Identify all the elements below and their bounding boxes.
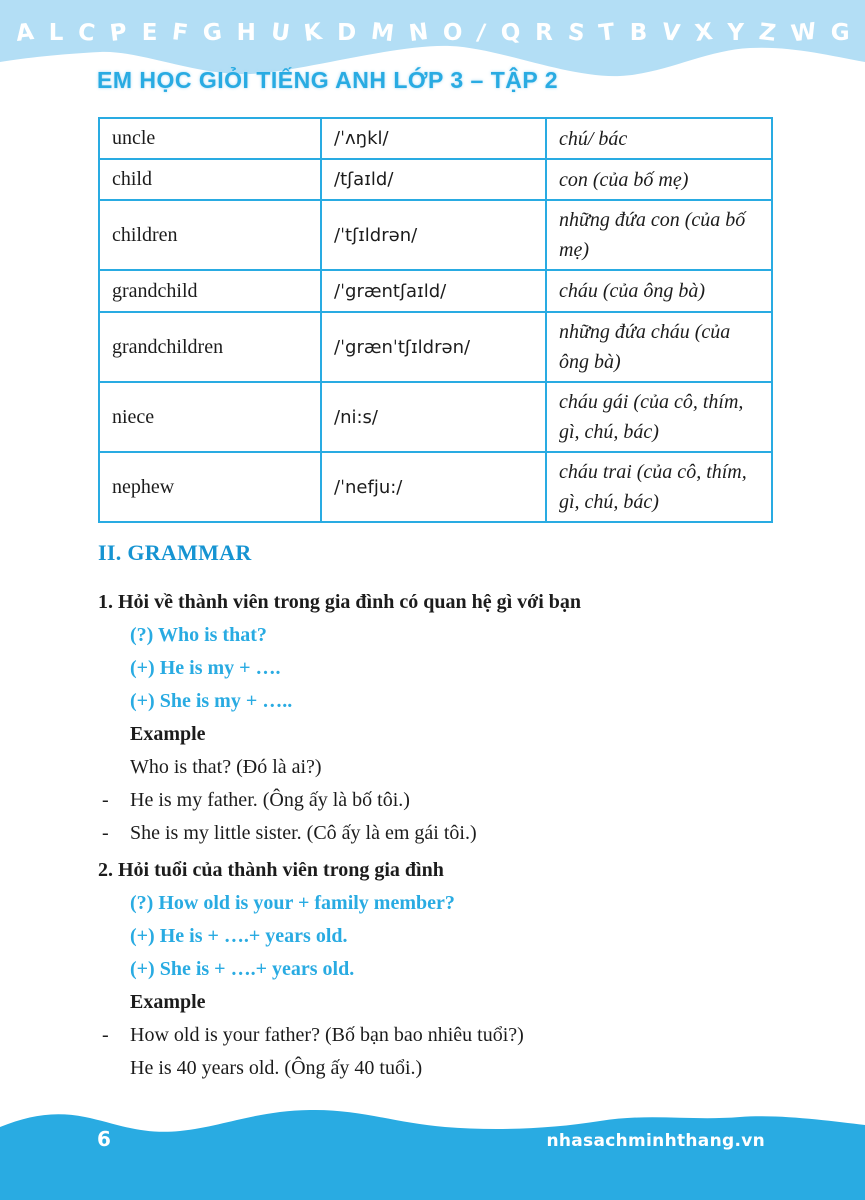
grammar-rule-1-title: 1. Hỏi về thành viên trong gia đình có quan hệ gì với bạn (98, 591, 582, 613)
website-url: nhasachminhthang.vn (546, 1131, 765, 1151)
grammar-heading: II. GRAMMAR (98, 540, 252, 565)
alphabet-letter: Q (499, 18, 522, 48)
grammar-rule-1-example-question: Who is that? (Đó là ai?) (130, 756, 322, 778)
alphabet-letter: W (789, 18, 818, 48)
meaning-cell: những đứa cháu (của ông bà) (546, 312, 772, 382)
alphabet-letter: M (369, 18, 396, 48)
ipa-cell: /ˈgrænˈtʃɪldrən/ (321, 312, 546, 382)
table-row (99, 312, 772, 382)
word-cell: nephew (99, 452, 321, 522)
dash-bullet: - (102, 789, 109, 811)
word-cell: uncle (99, 118, 321, 159)
word-cell: niece (99, 382, 321, 452)
ipa-cell: /ˈʌŋkl/ (321, 118, 546, 159)
table-row (99, 382, 772, 452)
alphabet-letter: L (48, 20, 64, 46)
alphabet-letter: R (535, 20, 553, 46)
alphabet-letter: H (236, 20, 256, 46)
alphabet-letter: K (302, 19, 324, 47)
alphabet-letter: V (660, 19, 682, 47)
grammar-rule-1-example-label: Example (130, 723, 206, 745)
example-text: He is my father. (Ông ấy là bố tôi.) (130, 789, 410, 811)
alphabet-letter: C (76, 19, 97, 47)
dash-bullet: - (102, 1024, 109, 1046)
word-cell: grandchildren (99, 312, 321, 382)
meaning-cell: cháu (của ông bà) (546, 270, 772, 312)
grammar-rule-2-title: 2. Hỏi tuổi của thành viên trong gia đình (98, 859, 444, 881)
alphabet-letter: U (269, 18, 291, 48)
alphabet-letter: G (201, 18, 224, 48)
word-cell: child (99, 159, 321, 200)
vocab-table-body (99, 118, 772, 522)
page-number: 6 (97, 1127, 111, 1151)
dash-bullet: - (102, 822, 109, 844)
meaning-cell: cháu gái (của cô, thím, gì, chú, bác) (546, 382, 772, 452)
ipa-cell: /ˈtʃɪldrən/ (321, 200, 546, 270)
book-title: EM HỌC GIỎI TIẾNG ANH LỚP 3 – TẬP 2 (97, 67, 558, 93)
alphabet-letter: G (830, 20, 850, 46)
alphabet-letter: Z (757, 19, 778, 47)
grammar-rule-2-example-label: Example (130, 991, 206, 1013)
grammar-rule-1-answer-she: (+) She is my + ….. (130, 690, 293, 712)
alphabet-letter: S (566, 19, 586, 47)
grammar-rule-1-answer-he: (+) He is my + …. (130, 657, 281, 679)
table-row (99, 452, 772, 522)
alphabet-letter: F (170, 19, 190, 47)
example-text: She is my little sister. (Cô ấy là em gái tôi.) (130, 822, 477, 844)
alphabet-letter: D (337, 20, 357, 46)
footer-wave-band (0, 1105, 865, 1200)
ipa-cell: /ni:s/ (321, 382, 546, 452)
alphabet-letter: O (442, 20, 463, 46)
grammar-rule-2-example-question (98, 1023, 776, 1047)
ipa-cell: /tʃaɪld/ (321, 159, 546, 200)
ipa-cell: /ˈnefju:/ (321, 452, 546, 522)
alphabet-letter: X (693, 19, 715, 47)
table-row (99, 118, 772, 159)
grammar-section (98, 540, 776, 1089)
meaning-cell: những đứa con (của bố mẹ) (546, 200, 772, 270)
example-text: How old is your father? (Bố bạn bao nhiêu tuổi?) (130, 1024, 524, 1046)
vocab-table (98, 117, 773, 523)
alphabet-letter: N (407, 18, 430, 48)
word-cell: children (99, 200, 321, 270)
grammar-rule-2-example-answer: He is 40 years old. (Ông ấy 40 tuổi.) (130, 1057, 423, 1079)
alphabet-row (16, 20, 850, 46)
alphabet-letter: / (475, 19, 488, 47)
grammar-rule-1-example-answer-1 (98, 788, 776, 812)
grammar-rule-1-example-answer-2 (98, 821, 776, 845)
ipa-cell: /ˈgræntʃaɪld/ (321, 270, 546, 312)
grammar-rule-2-question: (?) How old is your + family member? (130, 892, 455, 914)
alphabet-letter: A (14, 19, 36, 47)
word-cell: grandchild (99, 270, 321, 312)
grammar-rule-2-answer-he: (+) He is + ….+ years old. (130, 925, 348, 947)
table-row (99, 270, 772, 312)
meaning-cell: con (của bố mẹ) (546, 159, 772, 200)
alphabet-letter: P (108, 19, 129, 47)
table-row (99, 159, 772, 200)
meaning-cell: cháu trai (của cô, thím, gì, chú, bác) (546, 452, 772, 522)
grammar-rule-2-answer-she: (+) She is + ….+ years old. (130, 958, 355, 980)
table-row (99, 200, 772, 270)
alphabet-letter: Y (727, 20, 745, 46)
meaning-cell: chú/ bác (546, 118, 772, 159)
alphabet-letter: E (141, 20, 158, 46)
alphabet-letter: T (597, 19, 617, 47)
alphabet-letter: B (629, 20, 648, 46)
grammar-rule-1-question: (?) Who is that? (130, 624, 267, 646)
